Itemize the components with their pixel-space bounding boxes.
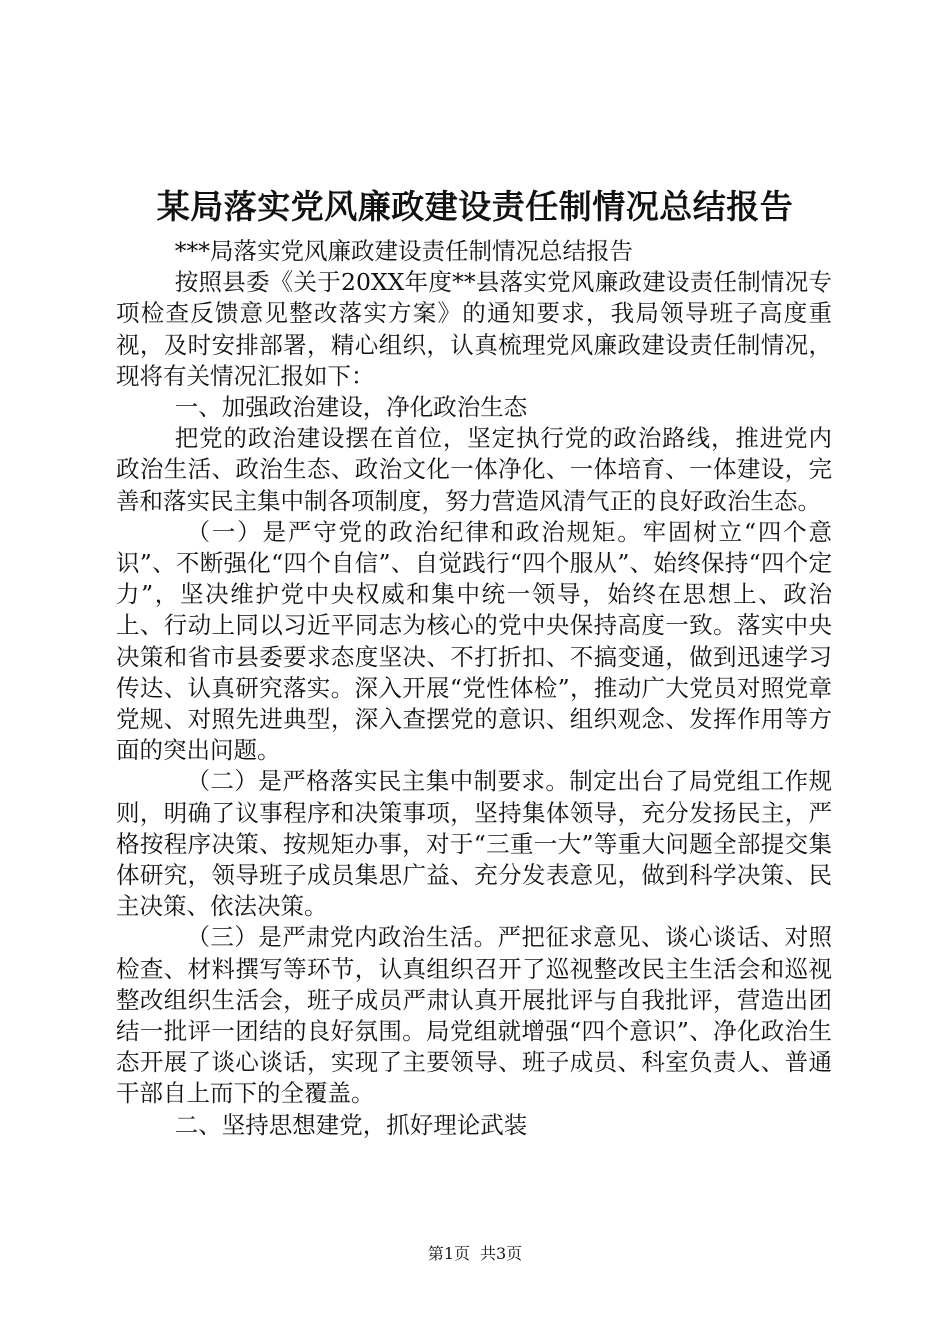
body-paragraph: （三）是严肃党内政治生活。严把征求意见、谈心谈话、对照检查、材料撰写等环节，认真组织召开了巡视整改民主生活会和巡视整改组织生活会，班子成员严肃认真开展批评与自我批评，营造出团结一批评一团结的良好氛围。局党组就增强“四个意识”、净化政治生态开展了谈心谈话，实现了主要领导、班子成员、科室负责人、普通干部自上而下的全覆盖。 (116, 923, 832, 1108)
body-paragraph: （二）是严格落实民主集中制要求。制定出台了局党组工作规则，明确了议事程序和决策事项，坚持集体领导，充分发扬民主，严格按程序决策、按规矩办事，对于“三重一大”等重大问题全部提交集体研究，领导班子成员集思广益、充分发表意见，做到科学决策、民主决策、依法决策。 (116, 767, 832, 921)
report-subtitle-paragraph: ***局落实党风廉政建设责任制情况总结报告 (174, 237, 633, 265)
intro-paragraph: 按照县委《关于20XX年度**县落实党风廉政建设责任制情况专项检查反馈意见整改落实方案》的通知要求，我局领导班子高度重视，及时安排部署，精心组织，认真梳理党风廉政建设责任制情况，现将有关情况汇报如下： (116, 268, 832, 390)
page-total: 共3页 (480, 1244, 523, 1263)
document-title: 某局落实党风廉政建设责任制情况总结报告 (156, 187, 794, 226)
section-heading-2: 二、坚持思想建党，抓好理论武装 (174, 1110, 528, 1139)
section-heading-1: 一、加强政治建设，净化政治生态 (174, 393, 528, 422)
document-body (116, 236, 832, 1141)
body-paragraph: （一）是严守党的政治纪律和政治规矩。牢固树立“四个意识”、不断强化“四个自信”、自觉践行“四个服从”、始终保持“四个定力”，坚决维护党中央权威和集中统一领导，始终在思想上、政治上、行动上同以习近平同志为核心的党中央保持高度一致。落实中央决策和省市县委要求态度坚决、不打折扣、不搞变通，做到迅速学习传达、认真研究落实。深入开展“党性体检”，推动广大党员对照党章党规、对照先进典型，深入查摆党的意识、组织观念、发挥作用等方面的突出问题。 (116, 517, 832, 765)
page-footer (0, 1244, 950, 1264)
body-paragraph: 把党的政治建设摆在首位，坚定执行党的政治路线，推进党内政治生活、政治生态、政治文化一体净化、一体培育、一体建设，完善和落实民主集中制各项制度，努力营造风清气正的良好政治生态。 (116, 424, 832, 515)
page-number: 第1页 (427, 1244, 470, 1263)
